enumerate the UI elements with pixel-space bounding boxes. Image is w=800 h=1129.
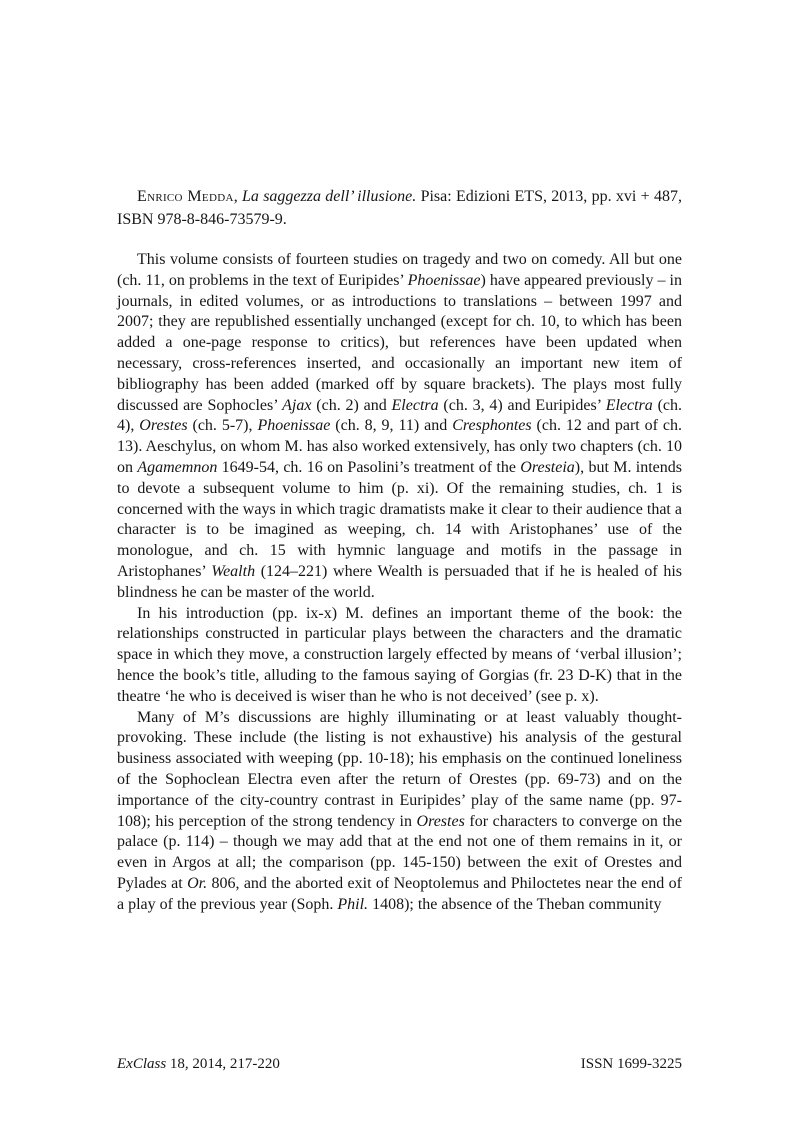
issn-number: ISSN 1699-3225 [580,1056,682,1072]
book-citation: Enrico Medda, La saggezza dell’ illusione. Pisa: Edizioni ETS, 2013, pp. xvi + 487, ISBN 978-8-846-73579-9. [117,188,682,228]
page-footer [117,1055,682,1074]
journal-reference: ExClass 18, 2014, 217-220 [117,1056,280,1072]
review-paragraph-2: In his introduction (pp. ix-x) M. defines an important theme of the book: the relationships constructed in particular plays between the characters and the dramatic space in which they move, a construction largely effected by means of ‘verbal illusion’; hence the book’s title, alluding to the famous saying of Gorgias (fr. 23 D-K) that in the theatre ‘he who is deceived is wiser than he who is not deceived’ (see p. x). [117,604,682,705]
review-paragraph-1: This volume consists of fourteen studies on tragedy and two on comedy. All but one (ch. 11, on problems in the text of Euripides’ Phoenissae) have appeared previously – in journals, in edited volumes, or as introductions to translations – between 1997 and 2007; they are republished essentially unchanged (except for ch. 10, to which has been added a one-page response to critics), but references have been updated when necessary, cross-references inserted, and occasionally an important new item of bibliography has been added (marked off by square brackets). The plays most fully discussed are Sophocles’ Ajax (ch. 2) and Electra (ch. 3, 4) and Euripides’ Electra (ch. 4), Orestes (ch. 5-7), Phoenissae (ch. 8, 9, 11) and Cresphontes (ch. 12 and part of ch. 13). Aeschylus, on whom M. has also worked extensively, has only two chapters (ch. 10 on Agamemnon 1649-54, ch. 16 on Pasolini’s treatment of the Oresteia), but M. intends to devote a subsequent volume to him (p. xi). Of the remaining studies, ch. 1 is concerned with the ways in which tragic dramatists make it clear to their audience that a character is to be imagined as weeping, ch. 14 with Aristophanes’ use of the monologue, and ch. 15 with hymnic language and motifs in the passage in Aristophanes’ Wealth (124–221) where Wealth is persuaded that if he is healed of his blindness he can be master of the world. [117,251,683,601]
review-text-block [117,186,682,916]
review-paragraph-3: Many of M’s discussions are highly illuminating or at least valuably thought-provoking. These include (the listing is not exhaustive) his analysis of the gestural business associated with weeping (pp. 10-18); his emphasis on the continued loneliness of the Sophoclean Electra even after the return of Orestes (pp. 69-73) and on the importance of the city-country contrast in Euripides’ play of the same name (pp. 97-108); his perception of the strong tendency in Orestes for characters to converge on the palace (p. 114) – though we may add that at the end not one of them remains in it, or even in Argos at all; the comparison (pp. 145-150) between the exit of Orestes and Pylades at Or. 806, and the aborted exit of Neoptolemus and Philoctetes near the end of a play of the previous year (Soph. Phil. 1408); the absence of the Theban community [117,708,682,913]
